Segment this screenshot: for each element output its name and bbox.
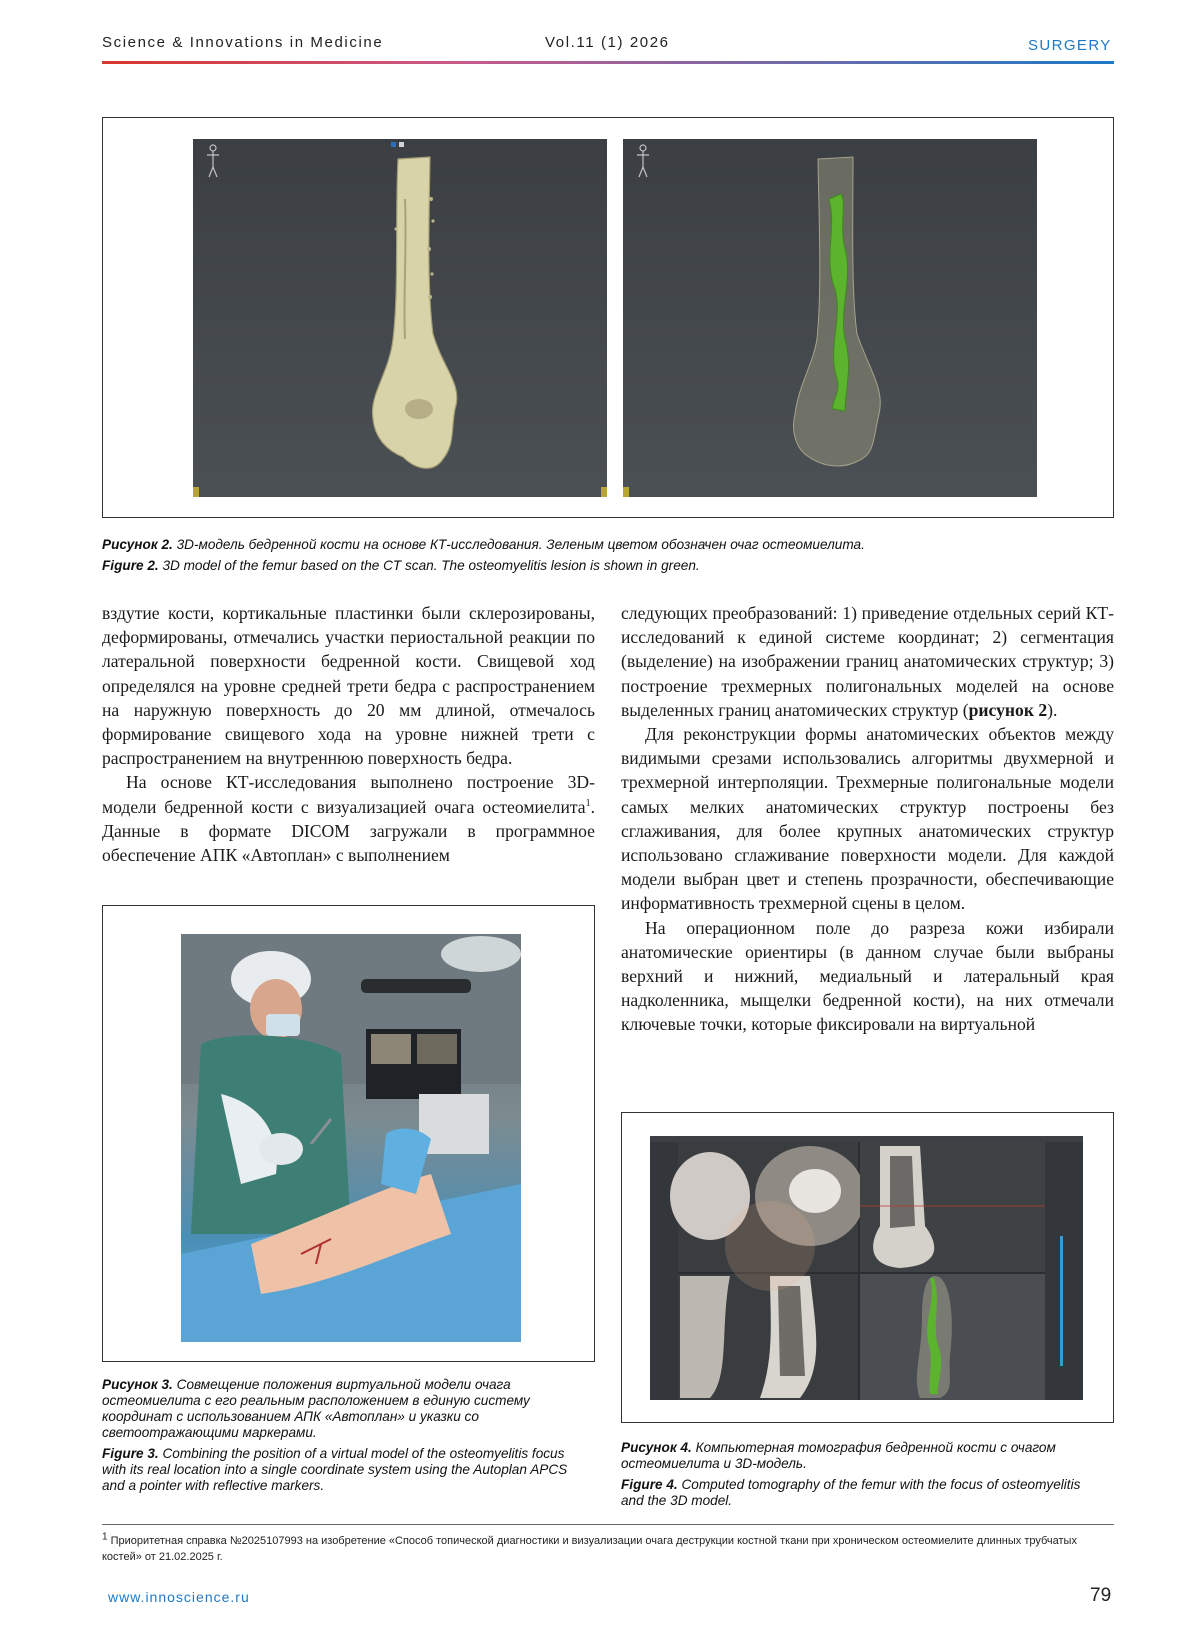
- right-column: [621, 601, 1114, 1037]
- footnote-text: Приоритетная справка №2025107993 на изобретение «Способ топической диагностики и визуализации очага деструкции костной ткани при хроническом остеомиелите длинных трубчатых костей» от 21.02.2025 г.: [102, 1535, 1077, 1563]
- glove: [259, 1133, 303, 1165]
- camera-bar: [361, 979, 471, 993]
- human-figure-icon: [207, 145, 219, 177]
- caption-label: Рисунок 3.: [102, 1377, 173, 1392]
- human-figure-icon: [637, 145, 649, 177]
- footnote-ref[interactable]: 1: [585, 797, 591, 809]
- figure-2-caption-ru: [102, 537, 1114, 553]
- text: На основе КТ-исследования выполнено построение 3D-модели бедренной кости с визуализацией очага остеомиелита: [102, 772, 595, 817]
- text: следующих преобразований: 1) приведение отдельных серий КТ-исследований к единой системе координат; 2) сегментация (выделение) на изображении границ анатомических структур; 3) построение трехмерных полигональных моделей на основе выделенных границ анатомических структур (: [621, 603, 1114, 720]
- figure-4-ct-viewer: [650, 1136, 1083, 1400]
- figure-3-photo: [181, 934, 521, 1342]
- caption-label: Figure 4.: [621, 1477, 678, 1492]
- paragraph: На операционном поле до разреза кожи избирали анатомические ориентиры (в данном случае были выбраны верхний и нижний, медиальный и латеральный края надколенника, мыщелки бедренной кости), на них отмечали ключевые точки, которые фиксировали на виртуальной: [621, 917, 1114, 1035]
- paragraph: вздутие кости, кортикальные пластинки были склерозированы, деформированы, отмечались участки периостальной реакции по латеральной поверхности бедренной кости. Свищевой ход определялся на уровне средней трети бедра с распространением на наружную поверхность до 20 мм длиной, отмечалось формирование свищевого хода на уровне нижней трети с распространением на внутреннюю поверхность бедра.: [102, 603, 595, 769]
- ct-scan-views: [650, 1136, 1083, 1400]
- figure-reference: рисунок 2: [968, 699, 1048, 720]
- footnote: [102, 1533, 1114, 1565]
- figure-2-frame: [102, 117, 1114, 518]
- caption-label: Figure 3.: [102, 1446, 159, 1461]
- figure-2-caption-en: [102, 558, 1114, 574]
- figure-2-panel-lesion: [623, 139, 1037, 497]
- figure-3-caption-ru: [102, 1377, 572, 1441]
- figure-4-frame: [621, 1112, 1114, 1423]
- footnote-marker: 1: [102, 1531, 108, 1543]
- website-link[interactable]: www.innoscience.ru: [108, 1589, 250, 1605]
- figure-3-caption-en: [102, 1446, 572, 1494]
- text: . Данные в формате DICOM загружали в программное обеспечение АПК «Автоплан» с выполнением: [102, 796, 595, 866]
- caption-text: Совмещение положения виртуальной модели очага остеомиелита с его реальным расположением в единую систему координат с использованием АПК «Автоплан» и указки со светоотражающими маркерами.: [102, 1377, 530, 1440]
- header-rule: [102, 61, 1114, 64]
- viewer-right-panel: [1045, 1142, 1083, 1400]
- figure-2-panel-bone: [193, 139, 607, 497]
- caption-text: Компьютерная томография бедренной кости с очагом остеомиелита и 3D-модель.: [621, 1440, 1056, 1471]
- page-number: 79: [1090, 1585, 1112, 1606]
- caption-text: Combining the position of a virtual model of the osteomyelitis focus with its real location into a single coordinate system using the Autoplan APCS and a pointer with reflective markers.: [102, 1446, 568, 1493]
- caption-text: Computed tomography of the femur with the focus of osteomyelitis and the 3D model.: [621, 1477, 1081, 1508]
- left-column: [102, 601, 595, 867]
- paragraph: Для реконструкции формы анатомических объектов между видимыми срезами использовались алгоритмы двухмерной и трехмерной интерполяции. Трехмерные полигональные модели самых мелких анатомических структур построены без сглаживания, для более крупных анатомических структур использовано сглаживание поверхности модели. Для каждой модели выбран цвет и степень прозрачности, обеспечивающие информативность трехмерной сцены в целом.: [621, 724, 1114, 914]
- caption-text: 3D-модель бедренной кости на основе КТ-исследования. Зеленым цветом обозначен очаг остеомиелита.: [176, 537, 865, 552]
- orientation-marker: [391, 142, 396, 147]
- caption-text: 3D model of the femur based on the CT scan. The osteomyelitis lesion is shown in green.: [162, 558, 700, 573]
- text: ).: [1047, 699, 1058, 720]
- caption-label: Рисунок 2.: [102, 537, 173, 552]
- figure-4-caption-en: [621, 1477, 1091, 1509]
- journal-volume: Vol.11 (1) 2026: [545, 34, 670, 51]
- femur-lesion-model: [623, 139, 1037, 497]
- journal-title: Science & Innovations in Medicine: [102, 34, 384, 51]
- figure-3-frame: [102, 905, 595, 1362]
- caption-label: Рисунок 4.: [621, 1440, 692, 1455]
- paragraph: [102, 770, 595, 867]
- femur-shape: [372, 157, 456, 468]
- femur-3d-model: [193, 139, 607, 497]
- caption-label: Figure 2.: [102, 558, 159, 573]
- orientation-marker: [399, 142, 404, 147]
- footnote-rule: [102, 1524, 1114, 1525]
- section-label: SURGERY: [1028, 37, 1112, 54]
- surgery-scene: [181, 934, 521, 1342]
- figure-4-caption-ru: [621, 1440, 1091, 1472]
- paragraph: [621, 601, 1114, 722]
